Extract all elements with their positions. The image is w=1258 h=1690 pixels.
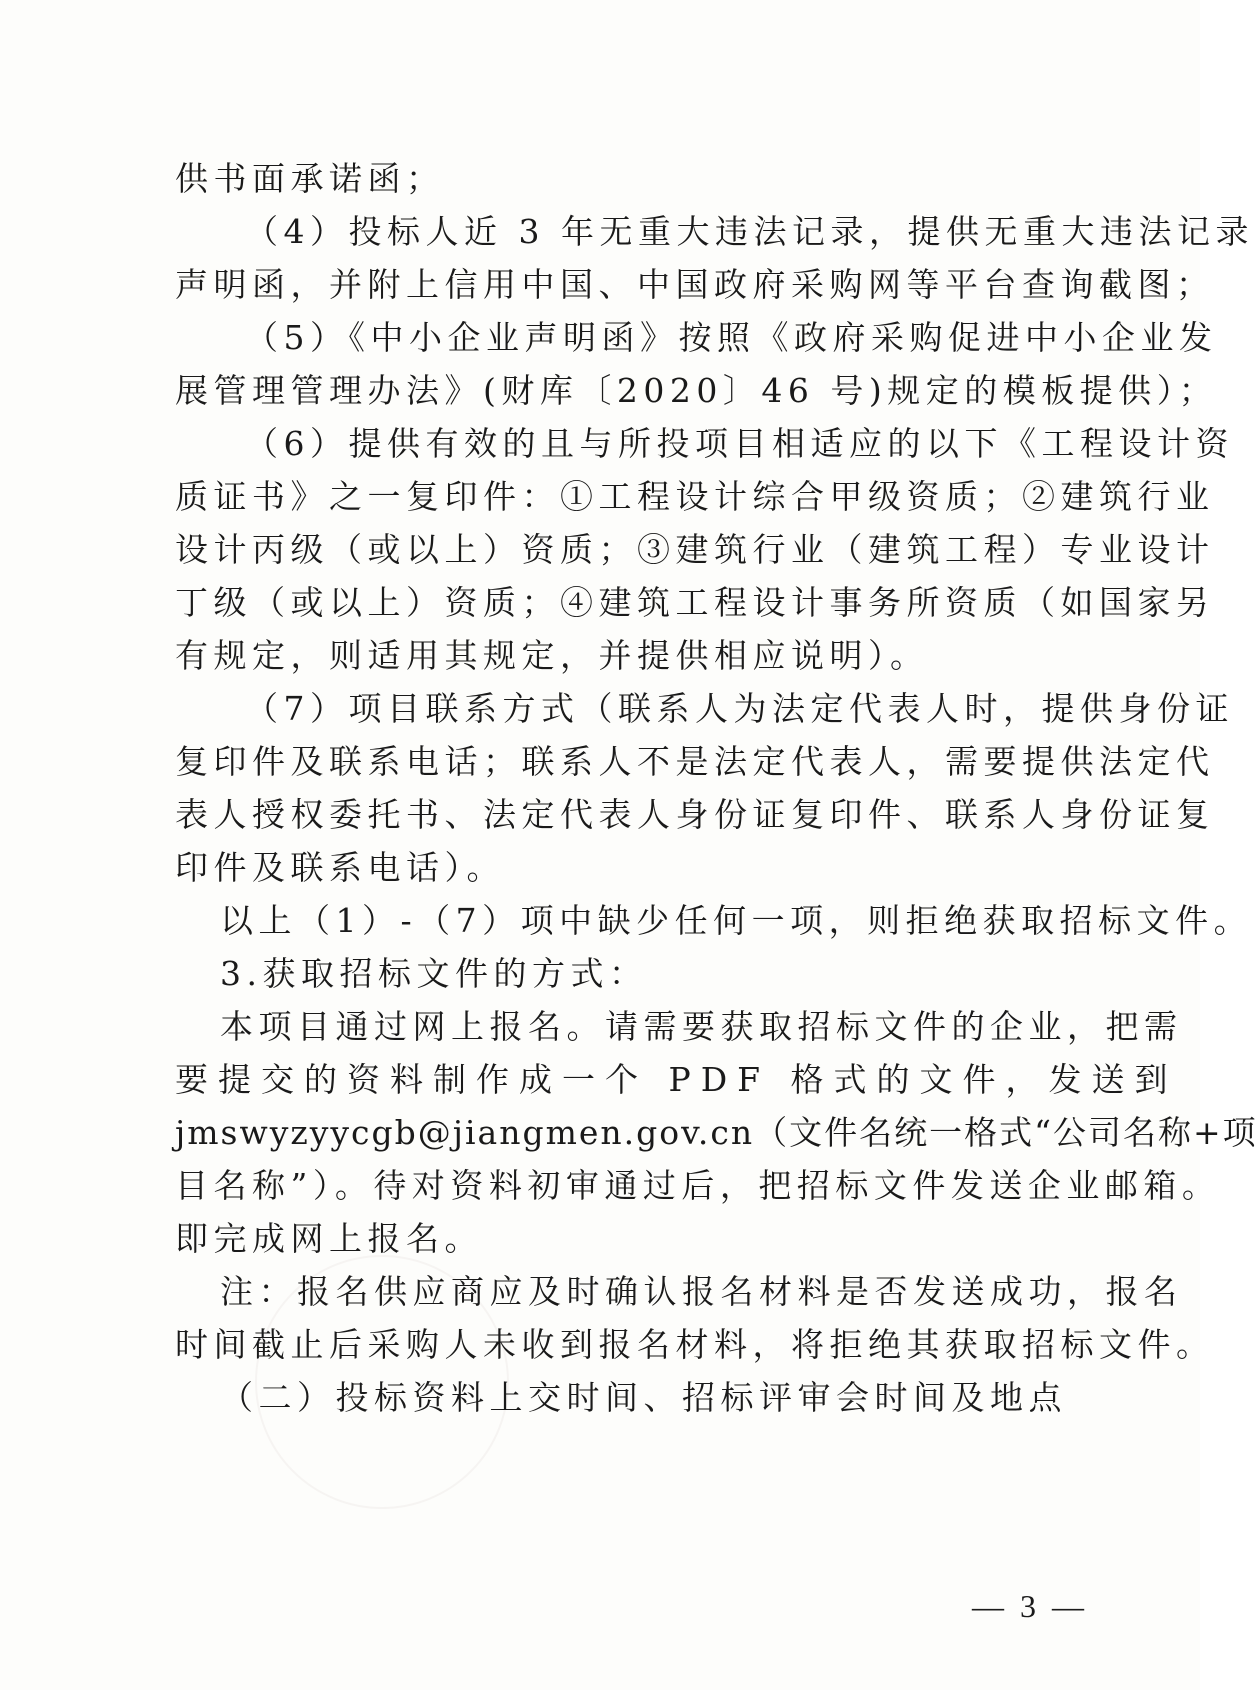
text-line: 表人授权委托书、法定代表人身份证复印件、联系人身份证复 — [175, 795, 1215, 834]
text-line: 本项目通过网上报名。请需要获取招标文件的企业，把需 — [220, 1007, 1183, 1046]
text-line: 设计丙级（或以上）资质；③建筑行业（建筑工程）专业设计 — [175, 530, 1215, 569]
note-line: 注：报名供应商应及时确认报名材料是否发送成功，报名 — [220, 1272, 1183, 1311]
section-heading: （二）投标资料上交时间、招标评审会时间及地点 — [220, 1378, 1067, 1417]
text-line: 要提交的资料制作成一个 PDF 格式的文件，发送到 — [175, 1060, 1178, 1099]
text-line: （7）项目联系方式（联系人为法定代表人时，提供身份证 — [245, 689, 1234, 728]
text-line: 印件及联系电话）。 — [175, 848, 505, 887]
text-line: （6）提供有效的且与所投项目相适应的以下《工程设计资 — [245, 424, 1234, 463]
text-line: 即完成网上报名。 — [175, 1219, 483, 1258]
text-line: （5）《中小企业声明函》按照《政府采购促进中小企业发 — [245, 318, 1218, 357]
text-line: 质证书》之一复印件：①工程设计综合甲级资质；②建筑行业 — [175, 477, 1215, 516]
page-number: — 3 — — [972, 1588, 1088, 1624]
text-line: （4）投标人近 3 年无重大违法记录，提供无重大违法记录 — [245, 212, 1254, 251]
text-line: 有规定，则适用其规定，并提供相应说明）。 — [175, 636, 929, 675]
section-heading: 3.获取招标文件的方式： — [220, 954, 648, 993]
text-line: 时间截止后采购人未收到报名材料，将拒绝其获取招标文件。 — [175, 1325, 1215, 1364]
text-line: 目名称”）。待对资料初审通过后，把招标文件发送企业邮箱。 — [175, 1166, 1221, 1205]
text-line: 以上（1）-（7）项中缺少任何一项，则拒绝获取招标文件。 — [220, 901, 1253, 940]
text-line: 供书面承诺函； — [175, 159, 445, 198]
text-line: 丁级（或以上）资质；④建筑工程设计事务所资质（如国家另 — [175, 583, 1215, 622]
text-line: 声明函，并附上信用中国、中国政府采购网等平台查询截图； — [175, 265, 1215, 304]
text-line: 复印件及联系电话；联系人不是法定代表人，需要提供法定代 — [175, 742, 1215, 781]
email-line: jmswyzyycgb@jiangmen.gov.cn（文件名统一格式“公司名称+项 — [175, 1113, 1258, 1152]
text-line: 展管理管理办法》(财库〔2020〕46 号)规定的模板提供）； — [175, 371, 1218, 410]
